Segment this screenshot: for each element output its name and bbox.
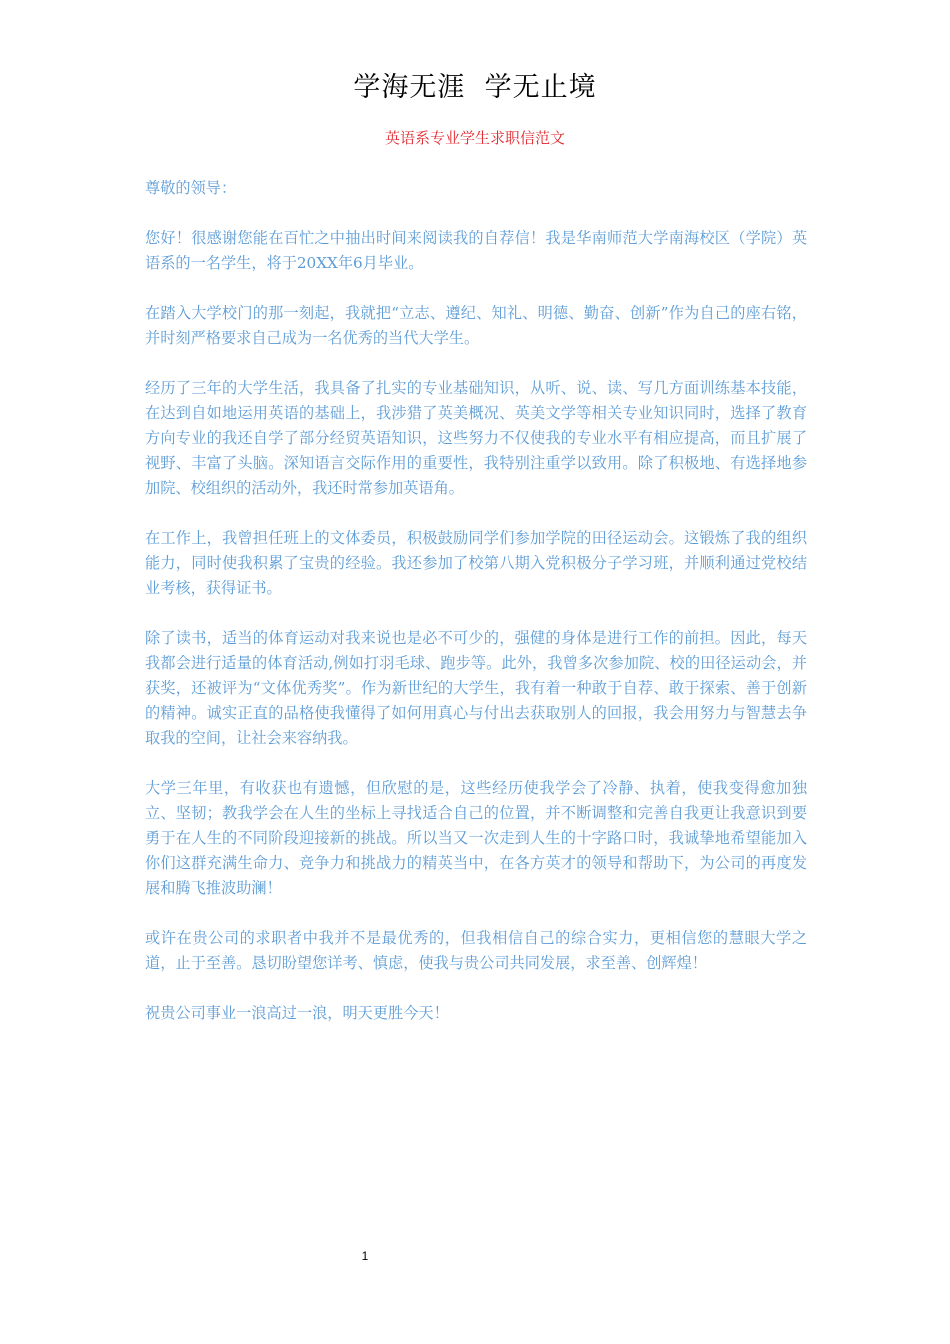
page-number: 1 bbox=[361, 1249, 369, 1263]
letter-paragraph-2: 在踏入大学校门的那一刻起，我就把“立志、遵纪、知礼、明德、勤奋、创新”作为自己的座右铭，并时刻严格要求自己成为一名优秀的当代大学生。 bbox=[145, 304, 807, 347]
letter-paragraph-5: 除了读书，适当的体育运动对我来说也是必不可少的，强健的身体是进行工作的前担。因此，每天我都会进行适量的体育活动,例如打羽毛球、跑步等。此外，我曾多次参加院、校的田径运动会，并获奖，还被评为“文体优秀奖”。作为新世纪的大学生，我有着一种敢于自荐、敢于探索、善于创新的精神。诚实正直的品格使我懂得了如何用真心与付出去获取别人的回报，我会用努力与智慧去争取我的空间，让社会来容纳我。 bbox=[145, 629, 807, 747]
letter-greeting: 尊敬的领导： bbox=[145, 179, 237, 197]
letter-paragraph-6: 大学三年里，有收获也有遗憾，但欣慰的是，这些经历使我学会了冷静、执着，使我变得愈加独立、坚韧；教我学会在人生的坐标上寻找适合自己的位置，并不断调整和完善自我更让我意识到要勇于在人生的不同阶段迎接新的挑战。所以当又一次走到人生的十字路口时，我诚挚地希望能加入你们这群充满生命力、竞争力和挑战力的精英当中，在各方英才的领导和帮助下，为公司的再度发展和腾飞推波助澜！ bbox=[145, 779, 807, 897]
letter-body bbox=[145, 176, 807, 1051]
document-title: 学海无涯 学无止境 bbox=[353, 72, 597, 103]
document-subtitle: 英语系专业学生求职信范文 bbox=[384, 129, 565, 147]
letter-paragraph-3: 经历了三年的大学生活，我具备了扎实的专业基础知识，从听、说、读、写几方面训练基本技能，在达到自如地运用英语的基础上，我涉猎了英美概况、英美文学等相关专业知识同时，选择了教育方向专业的我还自学了部分经贸英语知识，这些努力不仅使我的专业水平有相应提高，而且扩展了视野、丰富了头脑。深知语言交际作用的重要性，我特别注重学以致用。除了积极地、有选择地参加院、校组织的活动外，我还时常参加英语角。 bbox=[145, 379, 807, 497]
letter-paragraph-7: 或许在贵公司的求职者中我并不是最优秀的，但我相信自己的综合实力，更相信您的慧眼大学之道，止于至善。恳切盼望您详考、慎虑，使我与贵公司共同发展，求至善、创辉煌！ bbox=[145, 929, 807, 972]
letter-paragraph-1: 您好！很感谢您能在百忙之中抽出时间来阅读我的自荐信！我是华南师范大学南海校区（学院）英语系的一名学生，将于20XX年6月毕业。 bbox=[145, 229, 807, 272]
letter-closing: 祝贵公司事业一浪高过一浪，明天更胜今天！ bbox=[145, 1004, 449, 1022]
letter-paragraph-4: 在工作上，我曾担任班上的文体委员，积极鼓励同学们参加学院的田径运动会。这锻炼了我的组织能力，同时使我积累了宝贵的经验。我还参加了校第八期入党积极分子学习班，并顺利通过党校结业考核，获得证书。 bbox=[145, 529, 807, 597]
